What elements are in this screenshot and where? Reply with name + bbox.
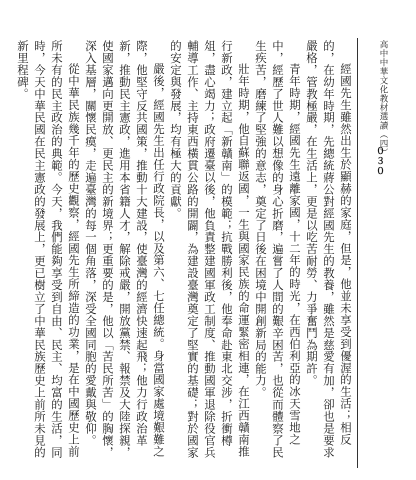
vertical-body-text <box>16 40 354 468</box>
header-divider-rule <box>357 38 358 468</box>
paragraph: 青年時期，經國先生遠離家國，十二年的時光，在西伯利亞的冰天雪地之中，經歷了世人難以想像的身心折磨，遍嘗了人間的艱辛困苦，也從而體察了民生疾苦，磨練了堅強的意志，奠定了日後在困境中開創新局的能力。 <box>254 40 302 459</box>
page-number: ０３０ <box>374 146 384 176</box>
paragraph: 從中華民族幾千年的歷史觀察，經國先生所締造的功業，是在中國歷史上前所未有的民主政治的典範。今天，我們能夠享受到自由、民主、均富的生活，同時，今天中華民國在民主憲政的發展上，更已樹立了中華民族歷史上前所未見的新里程碑。 <box>16 40 81 459</box>
paragraph: 嚴後，經國先生出任行政院長，以及第六、七任總統。身當國家處境艱難之際，他堅守反共國策，推動十大建設，使臺灣的經濟快速起飛；他力行政治革新，推動民主憲政，進用本省籍人才，解除戒嚴，開放黨禁、報禁及大陸探親，使國家邁向更開放、更民主的新境界；更重要的是，他以「苦民所苦」的胸懷，深入基層，關懷民瘼，走遍臺灣的每一個角落，深受全國同胞的愛戴與敬仰。 <box>84 40 166 459</box>
paragraph: 壯年時期，他自蘇聯返國，一生與國家民族的命運緊密相連，在江西贛南推行新政，建立起「新贛南」的模範；抗戰勝利後，他奉命赴東北交涉，折衝樽俎，盡心竭力；政府遷臺以後，他負責整建國軍政工制度、推動國軍退除役官兵輔導工作、主持東西橫貫公路的開闢，為建設臺灣奠定了堅實的基礎；對於國家的安定與發展，均有極大的貢獻。 <box>169 40 251 459</box>
paragraph: 經國先生雖然出生於顯赫的家庭，但是，他並未享受到優渥的生活；相反的，在幼年時期，先總統蔣公對經國先生的教養，雖然是慈愛有加，卻也是要求嚴格，管教極嚴，在生活上，更是以吃苦耐勞、力爭奮鬥為期許。 <box>305 40 353 459</box>
running-header-title: 高中中華文化教材選讀（四） <box>378 40 388 157</box>
